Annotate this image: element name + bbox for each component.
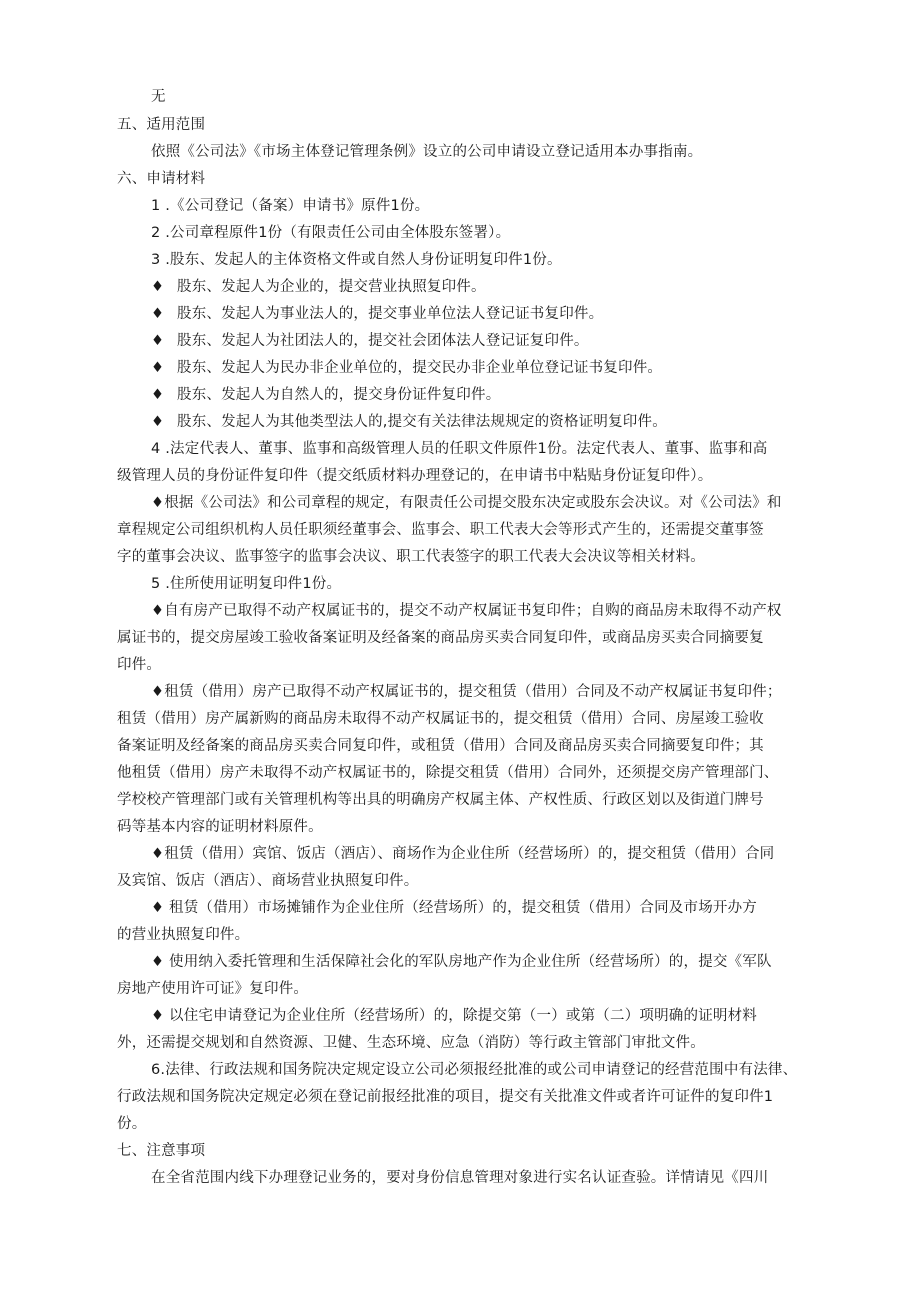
bullet-icon: ♦ [151,279,165,295]
paragraph-line: ♦ 使用纳入委托管理和生活保障社会化的军队房地产作为企业住所（经营场所）的，提交《军队 [151,954,772,970]
bullet-text: 股东、发起人为事业法人的，提交事业单位法人登记证书复印件。 [177,306,604,322]
bullet-item [151,332,589,350]
material-item-5: 5 .住所使用证明复印件1份。 [151,576,342,592]
bullet-icon: ♦ [151,414,165,430]
paragraph-line: 码等基本内容的证明材料原件。 [117,819,323,835]
paragraph-line: 外，还需提交规划和自然资源、卫健、生态环境、应急（消防）等行政主管部门审批文件。 [117,1035,705,1051]
material-item-1: 1 .《公司登记（备案）申请书》原件1份。 [151,198,430,214]
paragraph-line: 章程规定公司组织机构人员任职须经董事会、监事会、职工代表大会等形式产生的，还需提交董事签 [117,522,764,538]
paragraph-line: ♦ 以住宅申请登记为企业住所（经营场所）的，除提交第（一）或第（二）项明确的证明材料 [151,1008,758,1024]
section-6-title: 六、申请材料 [117,171,206,187]
paragraph-line: 房地产使用许可证》复印件。 [117,981,309,997]
bullet-icon: ♦ [151,387,165,403]
bullet-text: 股东、发起人为民办非企业单位的，提交民办非企业单位登记证书复印件。 [177,360,663,376]
bullet-item [151,278,486,296]
bullet-icon: ♦ [151,333,165,349]
material-item-6-line-2: 行政法规和国务院决定规定必须在登记前报经批准的项目，提交有关批准文件或者许可证件的复印件1 [117,1089,774,1105]
bullet-item [151,359,662,377]
bullet-icon: ♦ [151,306,165,322]
paragraph-line: 及宾馆、饭店（酒店）、商场营业执照复印件。 [117,873,419,889]
none-text: 无 [151,89,166,105]
bullet-text: 股东、发起人为企业的，提交营业执照复印件。 [177,279,486,295]
paragraph-line: 属证书的，提交房屋竣工验收备案证明及经备案的商品房买卖合同复印件，或商品房买卖合同摘要复 [117,630,764,646]
paragraph-line: 他租赁（借用）房产未取得不动产权属证书的，除提交租赁（借用）合同外，还须提交房产管理部门、 [117,765,779,781]
paragraph-line: ♦自有房产已取得不动产权属证书的，提交不动产权属证书复印件；自购的商品房未取得不动产权 [151,603,782,619]
material-item-6-line-3: 份。 [117,1116,147,1132]
section-5-body: 依照《公司法》《市场主体登记管理条例》设立的公司申请设立登记适用本办事指南。 [151,144,703,160]
paragraph-line: ♦租赁（借用）宾馆、饭店（酒店）、商场作为企业住所（经营场所）的，提交租赁（借用）合同 [151,846,775,862]
paragraph-line: 字的董事会决议、监事签字的监事会决议、职工代表签字的职工代表大会决议等相关材料。 [117,549,705,565]
bullet-item [151,305,603,323]
paragraph-line: ♦ 租赁（借用）市场摊铺作为企业住所（经营场所）的，提交租赁（借用）合同及市场开办方 [151,900,758,916]
paragraph-line: 印件。 [117,657,162,673]
material-item-3: 3 .股东、发起人的主体资格文件或自然人身份证明复印件1份。 [151,252,562,268]
material-item-4-line-1: 4 .法定代表人、董事、监事和高级管理人员的任职文件原件1份。法定代表人、董事、监事和高 [151,441,768,457]
paragraph-line: 的营业执照复印件。 [117,927,250,943]
material-item-4-line-2: 级管理人员的身份证件复印件（提交纸质材料办理登记的，在申请书中粘贴身份证复印件）。 [117,468,713,484]
bullet-text: 股东、发起人为自然人的，提交身份证件复印件。 [177,387,501,403]
paragraph-line: ♦租赁（借用）房产已取得不动产权属证书的，提交租赁（借用）合同及不动产权属证书复印件； [151,684,782,700]
material-item-6-line-1: 6.法律、行政法规和国务院决定规定设立公司必须报经批准的或公司申请登记的经营范围中有法律、 [151,1062,798,1078]
section-7-title: 七、注意事项 [117,1143,206,1159]
section-5-title: 五、适用范围 [117,117,206,133]
bullet-item [151,413,667,431]
paragraph-line: 备案证明及经备案的商品房买卖合同复印件，或租赁（借用）合同及商品房买卖合同摘要复印件；其 [117,738,764,754]
bullet-icon: ♦ [151,360,165,376]
bullet-text: 股东、发起人为社团法人的，提交社会团体法人登记证复印件。 [177,333,589,349]
paragraph-line: 租赁（借用）房产属新购的商品房未取得不动产权属证书的，提交租赁（借用）合同、房屋竣工验收 [117,711,764,727]
material-item-2: 2 .公司章程原件1份（有限责任公司由全体股东签署）。 [151,225,511,241]
paragraph-line: ♦根据《公司法》和公司章程的规定，有限责任公司提交股东决定或股东会决议。对《公司法》和 [151,495,782,511]
bullet-item [151,386,500,404]
section-7-body: 在全省范围内线下办理登记业务的，要对身份信息管理对象进行实名认证查验。详情请见《四川 [151,1170,769,1186]
paragraph-line: 学校校产管理部门或有关管理机构等出具的明确房产权属主体、产权性质、行政区划以及街道门牌号 [117,792,764,808]
bullet-text: 股东、发起人为其他类型法人的,提交有关法律法规规定的资格证明复印件。 [177,414,667,430]
